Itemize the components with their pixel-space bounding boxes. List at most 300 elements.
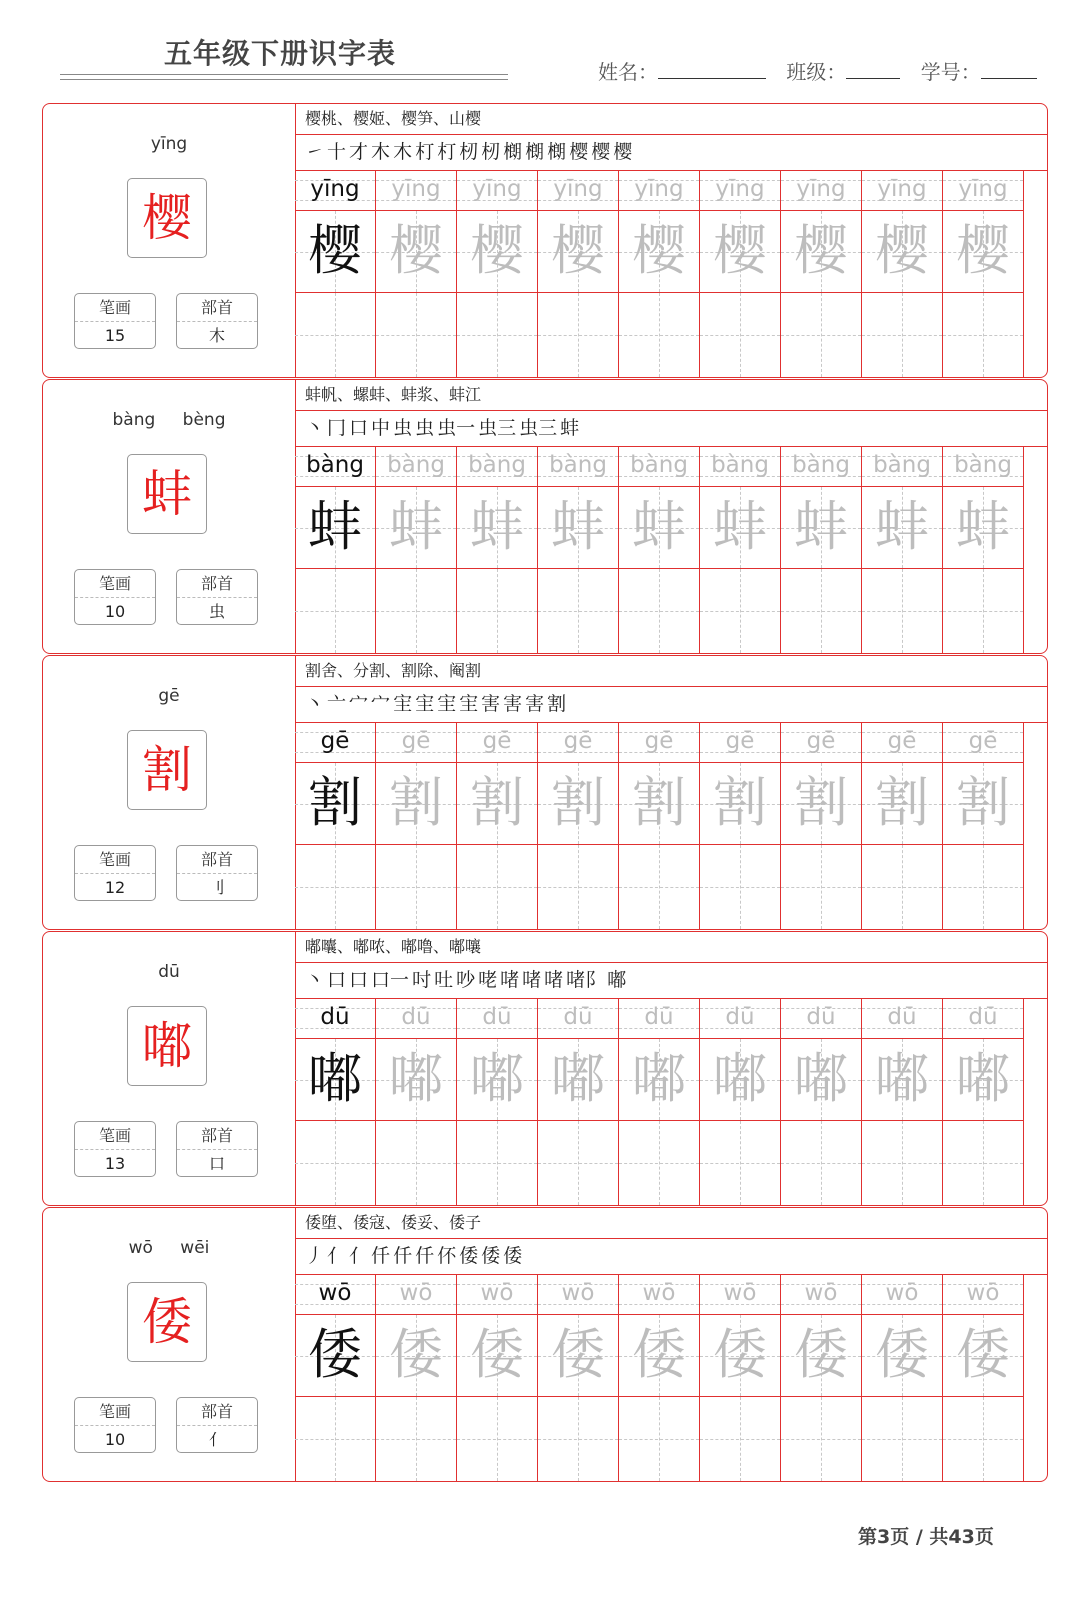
tianzige-cell[interactable]: [862, 1038, 943, 1120]
stroke-step: 朾: [415, 141, 435, 163]
stroke-count-box: [74, 1121, 156, 1177]
char-info-panel: [43, 932, 296, 1205]
practice-pinyin: bàng: [954, 452, 1012, 478]
practice-pinyin: yīng: [715, 176, 765, 202]
stroke-step: 樃: [547, 141, 567, 163]
practice-pinyin: wō: [318, 1280, 352, 1306]
pinyin-cell[interactable]: [295, 998, 376, 1038]
practice-char: 蚌: [470, 495, 524, 558]
practice-pinyin: wō: [885, 1280, 919, 1306]
stroke-step: 倭: [503, 1245, 523, 1267]
pinyin-cell[interactable]: [376, 170, 457, 210]
tianzige-cell[interactable]: [781, 1038, 862, 1120]
practice-char: 樱: [389, 219, 443, 282]
tianzige-cell[interactable]: [538, 210, 619, 292]
blank-practice-cell[interactable]: [295, 844, 376, 929]
pinyin-cell[interactable]: [538, 998, 619, 1038]
practice-grid: [295, 998, 1047, 1205]
blank-practice-cell[interactable]: [376, 1396, 457, 1481]
tianzige-cell[interactable]: [862, 762, 943, 844]
practice-pinyin: bàng: [630, 452, 688, 478]
tianzige-cell[interactable]: [538, 486, 619, 568]
tianzige-cell[interactable]: [457, 762, 538, 844]
radical-box: [176, 845, 258, 901]
tianzige-cell[interactable]: [457, 210, 538, 292]
stroke-step: 割: [547, 693, 567, 715]
tianzige-cell[interactable]: [376, 1038, 457, 1120]
blank-practice-cell[interactable]: [700, 844, 781, 929]
blank-practice-cell[interactable]: [781, 568, 862, 653]
tianzige-cell[interactable]: [781, 486, 862, 568]
blank-practice-cell[interactable]: [862, 1120, 943, 1205]
stroke-step: 虫一: [437, 417, 476, 439]
stroke-step: 虫: [393, 417, 413, 439]
radical-label: 部首: [177, 294, 257, 322]
pinyin-cell[interactable]: [700, 446, 781, 486]
practice-char: 割: [794, 771, 848, 834]
practice-char: 蚌: [713, 495, 767, 558]
tianzige-cell[interactable]: [943, 1314, 1024, 1396]
tianzige-cell[interactable]: [376, 210, 457, 292]
radical-value: 木: [208, 326, 225, 345]
stroke-step: 虫三: [478, 417, 517, 439]
blank-practice-cell[interactable]: [619, 568, 700, 653]
char-info-panel: [43, 656, 296, 929]
tianzige-cell[interactable]: [943, 486, 1024, 568]
char-display: 倭: [127, 1282, 207, 1362]
stroke-step: 樱: [591, 141, 611, 163]
tianzige-cell[interactable]: [862, 486, 943, 568]
practice-panel: [295, 932, 1047, 1205]
char-info-panel: [43, 104, 296, 377]
pinyin-cell[interactable]: [295, 446, 376, 486]
practice-char: 倭: [551, 1323, 605, 1386]
stroke-step: 宔: [437, 693, 457, 715]
blank-practice-cell[interactable]: [538, 292, 619, 377]
blank-practice-cell[interactable]: [295, 1396, 376, 1481]
stroke-step: 倭: [481, 1245, 501, 1267]
practice-grid: [295, 170, 1047, 377]
practice-panel: [295, 380, 1047, 653]
pinyin-cell[interactable]: [538, 1274, 619, 1314]
practice-pinyin: gē: [401, 728, 431, 754]
practice-char: 割: [632, 771, 686, 834]
tianzige-cell[interactable]: [376, 486, 457, 568]
stroke-step: 蚌: [560, 417, 580, 439]
pinyin-cell[interactable]: [538, 446, 619, 486]
pinyin-cell[interactable]: [295, 170, 376, 210]
pinyin-cell[interactable]: [700, 998, 781, 1038]
practice-pinyin: yīng: [310, 176, 360, 202]
char-card: [42, 103, 1048, 378]
word-examples: 嘟囔、嘟哝、嘟噜、嘟嚷: [295, 932, 1047, 963]
blank-practice-cell[interactable]: [457, 844, 538, 929]
pinyin-cell[interactable]: [538, 722, 619, 762]
pinyin-cell[interactable]: [943, 1274, 1024, 1314]
practice-char: 樱: [956, 219, 1010, 282]
tianzige-cell[interactable]: [700, 210, 781, 292]
pinyin-cell[interactable]: [376, 446, 457, 486]
practice-char: 嘟: [632, 1047, 686, 1110]
practice-pinyin: gē: [320, 728, 350, 754]
blank-practice-cell[interactable]: [538, 568, 619, 653]
tianzige-cell[interactable]: [295, 486, 376, 568]
blank-practice-cell[interactable]: [862, 1396, 943, 1481]
practice-pinyin: yīng: [391, 176, 441, 202]
class-label: 班级：: [786, 60, 847, 84]
stroke-step: 害: [503, 693, 523, 715]
char-pinyin: yīng: [150, 134, 188, 154]
practice-char: 樱: [470, 219, 524, 282]
practice-char: 嘟: [713, 1047, 767, 1110]
blank-practice-cell[interactable]: [376, 844, 457, 929]
practice-pinyin: gē: [968, 728, 998, 754]
pinyin-cell[interactable]: [700, 170, 781, 210]
blank-practice-cell[interactable]: [619, 844, 700, 929]
practice-pinyin: yīng: [472, 176, 522, 202]
student-info: [598, 56, 1037, 85]
stroke-step: 木: [393, 141, 413, 163]
name-label: 姓名：: [598, 60, 658, 84]
practice-char: 嘟: [308, 1047, 362, 1110]
tianzige-cell[interactable]: [619, 210, 700, 292]
tianzige-cell[interactable]: [619, 1314, 700, 1396]
practice-pinyin: dū: [401, 1004, 431, 1030]
blank-practice-cell[interactable]: [457, 292, 538, 377]
tianzige-cell[interactable]: [943, 210, 1024, 292]
practice-pinyin: wō: [966, 1280, 1000, 1306]
blank-practice-cell[interactable]: [457, 1120, 538, 1205]
blank-practice-cell[interactable]: [943, 1120, 1024, 1205]
stroke-step: 啫: [544, 969, 564, 991]
tianzige-cell[interactable]: [538, 1314, 619, 1396]
tianzige-cell[interactable]: [457, 1314, 538, 1396]
stroke-step: 口: [349, 417, 369, 439]
tianzige-cell[interactable]: [943, 1038, 1024, 1120]
blank-practice-cell[interactable]: [619, 1396, 700, 1481]
char-pinyin: gē: [158, 686, 180, 706]
practice-pinyin: yīng: [796, 176, 846, 202]
blank-practice-cell[interactable]: [376, 1120, 457, 1205]
practice-char: 樱: [794, 219, 848, 282]
pinyin-cell[interactable]: [943, 170, 1024, 210]
radical-box: [176, 293, 258, 349]
pinyin-cell[interactable]: [943, 998, 1024, 1038]
tianzige-cell[interactable]: [457, 486, 538, 568]
page-number: 第3页 / 共43页: [858, 1526, 994, 1548]
tianzige-cell[interactable]: [700, 762, 781, 844]
blank-practice-cell[interactable]: [376, 568, 457, 653]
blank-practice-cell[interactable]: [457, 568, 538, 653]
pinyin-cell[interactable]: [943, 446, 1024, 486]
class-field[interactable]: [846, 60, 900, 79]
blank-practice-cell[interactable]: [295, 1120, 376, 1205]
tianzige-cell[interactable]: [295, 762, 376, 844]
char-card: [42, 379, 1048, 654]
tianzige-cell[interactable]: [538, 1038, 619, 1120]
char-pinyin: dū: [158, 962, 180, 982]
pinyin-cell[interactable]: [376, 1274, 457, 1314]
stroke-count-box: [74, 1397, 156, 1453]
blank-practice-cell[interactable]: [457, 1396, 538, 1481]
word-examples: 樱桃、樱姬、樱笋、山樱: [295, 104, 1047, 135]
pinyin-cell[interactable]: [619, 170, 700, 210]
practice-pinyin: yīng: [634, 176, 684, 202]
stroke-step: 吋: [412, 969, 432, 991]
stroke-step: 杒: [481, 141, 501, 163]
practice-char: 蚌: [956, 495, 1010, 558]
stroke-step: 才: [349, 141, 369, 163]
blank-practice-cell[interactable]: [538, 1396, 619, 1481]
stroke-step: 宔: [459, 693, 479, 715]
practice-char: 蚌: [875, 495, 929, 558]
stroke-step: 丶: [305, 693, 325, 715]
pinyin-cell[interactable]: [781, 170, 862, 210]
stroke-step: 樱: [613, 141, 633, 163]
stroke-order: [295, 410, 1047, 447]
stroke-step: 咾: [478, 969, 498, 991]
stroke-step: 丶: [305, 969, 325, 991]
pinyin-cell[interactable]: [781, 722, 862, 762]
radical-label: 部首: [177, 570, 257, 598]
tianzige-cell[interactable]: [619, 486, 700, 568]
practice-char: 嘟: [794, 1047, 848, 1110]
pinyin-cell[interactable]: [781, 446, 862, 486]
tianzige-cell[interactable]: [862, 210, 943, 292]
tianzige-cell[interactable]: [619, 1038, 700, 1120]
pinyin-cell[interactable]: [619, 446, 700, 486]
pinyin-cell[interactable]: [538, 170, 619, 210]
stroke-count-value: 13: [104, 1154, 126, 1173]
stroke-step: 吵: [456, 969, 476, 991]
practice-pinyin: dū: [806, 1004, 836, 1030]
char-info-panel: [43, 1208, 296, 1481]
pinyin-cell[interactable]: [781, 998, 862, 1038]
tianzige-cell[interactable]: [700, 486, 781, 568]
practice-pinyin: gē: [887, 728, 917, 754]
practice-pinyin: bàng: [468, 452, 526, 478]
practice-pinyin: wō: [723, 1280, 757, 1306]
word-examples: 蚌帆、螺蚌、蚌浆、蚌江: [295, 380, 1047, 411]
practice-char: 樱: [875, 219, 929, 282]
pinyin-cell[interactable]: [457, 446, 538, 486]
stroke-step: 仟: [371, 1245, 391, 1267]
practice-char: 嘟: [956, 1047, 1010, 1110]
name-field[interactable]: [658, 60, 766, 79]
tianzige-cell[interactable]: [295, 210, 376, 292]
stroke-step: 口: [327, 969, 347, 991]
practice-pinyin: gē: [806, 728, 836, 754]
practice-pinyin: dū: [968, 1004, 998, 1030]
blank-practice-cell[interactable]: [781, 844, 862, 929]
blank-practice-cell[interactable]: [619, 1120, 700, 1205]
pinyin-cell[interactable]: [619, 1274, 700, 1314]
practice-char: 樱: [308, 219, 362, 282]
practice-pinyin: dū: [644, 1004, 674, 1030]
stroke-step: 虫三: [519, 417, 558, 439]
tianzige-cell[interactable]: [295, 1038, 376, 1120]
stroke-count-value: 10: [104, 602, 126, 621]
tianzige-cell[interactable]: [376, 762, 457, 844]
stroke-order: [295, 1238, 1047, 1275]
blank-practice-cell[interactable]: [862, 292, 943, 377]
practice-pinyin: wō: [561, 1280, 595, 1306]
practice-pinyin: gē: [482, 728, 512, 754]
blank-practice-cell[interactable]: [781, 292, 862, 377]
practice-pinyin: wō: [804, 1280, 838, 1306]
blank-practice-cell[interactable]: [943, 1396, 1024, 1481]
practice-pinyin: dū: [563, 1004, 593, 1030]
practice-char: 倭: [308, 1323, 362, 1386]
blank-practice-cell[interactable]: [862, 844, 943, 929]
number-field[interactable]: [981, 60, 1037, 79]
blank-practice-cell[interactable]: [295, 568, 376, 653]
practice-pinyin: yīng: [958, 176, 1008, 202]
pinyin-cell[interactable]: [295, 1274, 376, 1314]
blank-practice-cell[interactable]: [862, 568, 943, 653]
blank-practice-cell[interactable]: [376, 292, 457, 377]
stroke-step: 害: [525, 693, 545, 715]
blank-practice-cell[interactable]: [538, 844, 619, 929]
pinyin-cell[interactable]: [376, 722, 457, 762]
blank-practice-cell[interactable]: [943, 844, 1024, 929]
stroke-step: 冂: [327, 417, 347, 439]
practice-char: 嘟: [875, 1047, 929, 1110]
stroke-step: 杒: [459, 141, 479, 163]
practice-char: 割: [713, 771, 767, 834]
stroke-count-label: 笔画: [75, 1122, 155, 1150]
practice-grid: [295, 446, 1047, 653]
pinyin-cell[interactable]: [700, 722, 781, 762]
stroke-step: 宀: [349, 693, 369, 715]
tianzige-cell[interactable]: [700, 1314, 781, 1396]
blank-practice-cell[interactable]: [700, 568, 781, 653]
practice-pinyin: bàng: [387, 452, 445, 478]
blank-practice-cell[interactable]: [700, 292, 781, 377]
pinyin-cell[interactable]: [862, 998, 943, 1038]
practice-panel: [295, 1208, 1047, 1481]
pinyin-cell[interactable]: [457, 1274, 538, 1314]
radical-value: 刂: [208, 878, 225, 897]
char-pinyin: bàng bèng: [112, 410, 226, 430]
tianzige-cell[interactable]: [781, 210, 862, 292]
practice-pinyin: yīng: [877, 176, 927, 202]
stroke-step: 亻: [349, 1245, 369, 1267]
practice-pinyin: bàng: [306, 452, 364, 478]
stroke-step: 十: [327, 141, 347, 163]
pinyin-cell[interactable]: [862, 446, 943, 486]
practice-pinyin: bàng: [792, 452, 850, 478]
pinyin-cell[interactable]: [619, 722, 700, 762]
stroke-count-box: [74, 845, 156, 901]
stroke-step: 伓: [437, 1245, 457, 1267]
stroke-step: 朾: [437, 141, 457, 163]
stroke-count-label: 笔画: [75, 294, 155, 322]
practice-char: 倭: [389, 1323, 443, 1386]
practice-char: 蚌: [551, 495, 605, 558]
tianzige-cell[interactable]: [781, 1314, 862, 1396]
blank-practice-cell[interactable]: [943, 568, 1024, 653]
pinyin-cell[interactable]: [862, 170, 943, 210]
stroke-step: 亻: [327, 1245, 347, 1267]
tianzige-cell[interactable]: [376, 1314, 457, 1396]
practice-char: 嘟: [551, 1047, 605, 1110]
blank-practice-cell[interactable]: [781, 1396, 862, 1481]
blank-practice-cell[interactable]: [943, 292, 1024, 377]
tianzige-cell[interactable]: [700, 1038, 781, 1120]
number-label: 学号：: [920, 60, 981, 84]
stroke-step: 樃: [525, 141, 545, 163]
stroke-count-label: 笔画: [75, 846, 155, 874]
radical-box: [176, 569, 258, 625]
practice-char: 嘟: [470, 1047, 524, 1110]
blank-practice-cell[interactable]: [295, 292, 376, 377]
stroke-count-value: 15: [104, 326, 126, 345]
radical-value: 虫: [208, 602, 225, 621]
stroke-step: 仟: [415, 1245, 435, 1267]
radical-box: [176, 1397, 258, 1453]
stroke-step: 仟: [393, 1245, 413, 1267]
word-examples: 倭堕、倭寇、倭妥、倭子: [295, 1208, 1047, 1239]
blank-practice-cell[interactable]: [781, 1120, 862, 1205]
stroke-order: [295, 134, 1047, 171]
pinyin-cell[interactable]: [619, 998, 700, 1038]
practice-char: 蚌: [308, 495, 362, 558]
stroke-step: 倭: [459, 1245, 479, 1267]
pinyin-cell[interactable]: [295, 722, 376, 762]
tianzige-cell[interactable]: [862, 1314, 943, 1396]
pinyin-cell[interactable]: [862, 1274, 943, 1314]
practice-char: 蚌: [794, 495, 848, 558]
char-card: [42, 1207, 1048, 1482]
radical-label: 部首: [177, 846, 257, 874]
char-display: 割: [127, 730, 207, 810]
char-info-panel: [43, 380, 296, 653]
pinyin-cell[interactable]: [943, 722, 1024, 762]
tianzige-cell[interactable]: [943, 762, 1024, 844]
stroke-step: 啫: [522, 969, 542, 991]
pinyin-cell[interactable]: [700, 1274, 781, 1314]
practice-char: 樱: [713, 219, 767, 282]
tianzige-cell[interactable]: [781, 762, 862, 844]
pinyin-cell[interactable]: [862, 722, 943, 762]
practice-char: 倭: [470, 1323, 524, 1386]
pinyin-cell[interactable]: [457, 170, 538, 210]
pinyin-cell[interactable]: [457, 722, 538, 762]
blank-practice-cell[interactable]: [700, 1120, 781, 1205]
tianzige-cell[interactable]: [538, 762, 619, 844]
blank-practice-cell[interactable]: [619, 292, 700, 377]
tianzige-cell[interactable]: [295, 1314, 376, 1396]
practice-char: 倭: [713, 1323, 767, 1386]
practice-panel: [295, 104, 1047, 377]
pinyin-cell[interactable]: [457, 998, 538, 1038]
blank-practice-cell[interactable]: [700, 1396, 781, 1481]
tianzige-cell[interactable]: [619, 762, 700, 844]
blank-practice-cell[interactable]: [538, 1120, 619, 1205]
practice-char: 蚌: [632, 495, 686, 558]
pinyin-cell[interactable]: [376, 998, 457, 1038]
practice-char: 割: [308, 771, 362, 834]
tianzige-cell[interactable]: [457, 1038, 538, 1120]
practice-char: 割: [389, 771, 443, 834]
practice-char: 嘟: [389, 1047, 443, 1110]
word-examples: 割舍、分割、割除、阉割: [295, 656, 1047, 687]
practice-char: 割: [956, 771, 1010, 834]
stroke-step: 宔: [393, 693, 413, 715]
pinyin-cell[interactable]: [781, 1274, 862, 1314]
stroke-count-value: 10: [104, 1430, 126, 1449]
